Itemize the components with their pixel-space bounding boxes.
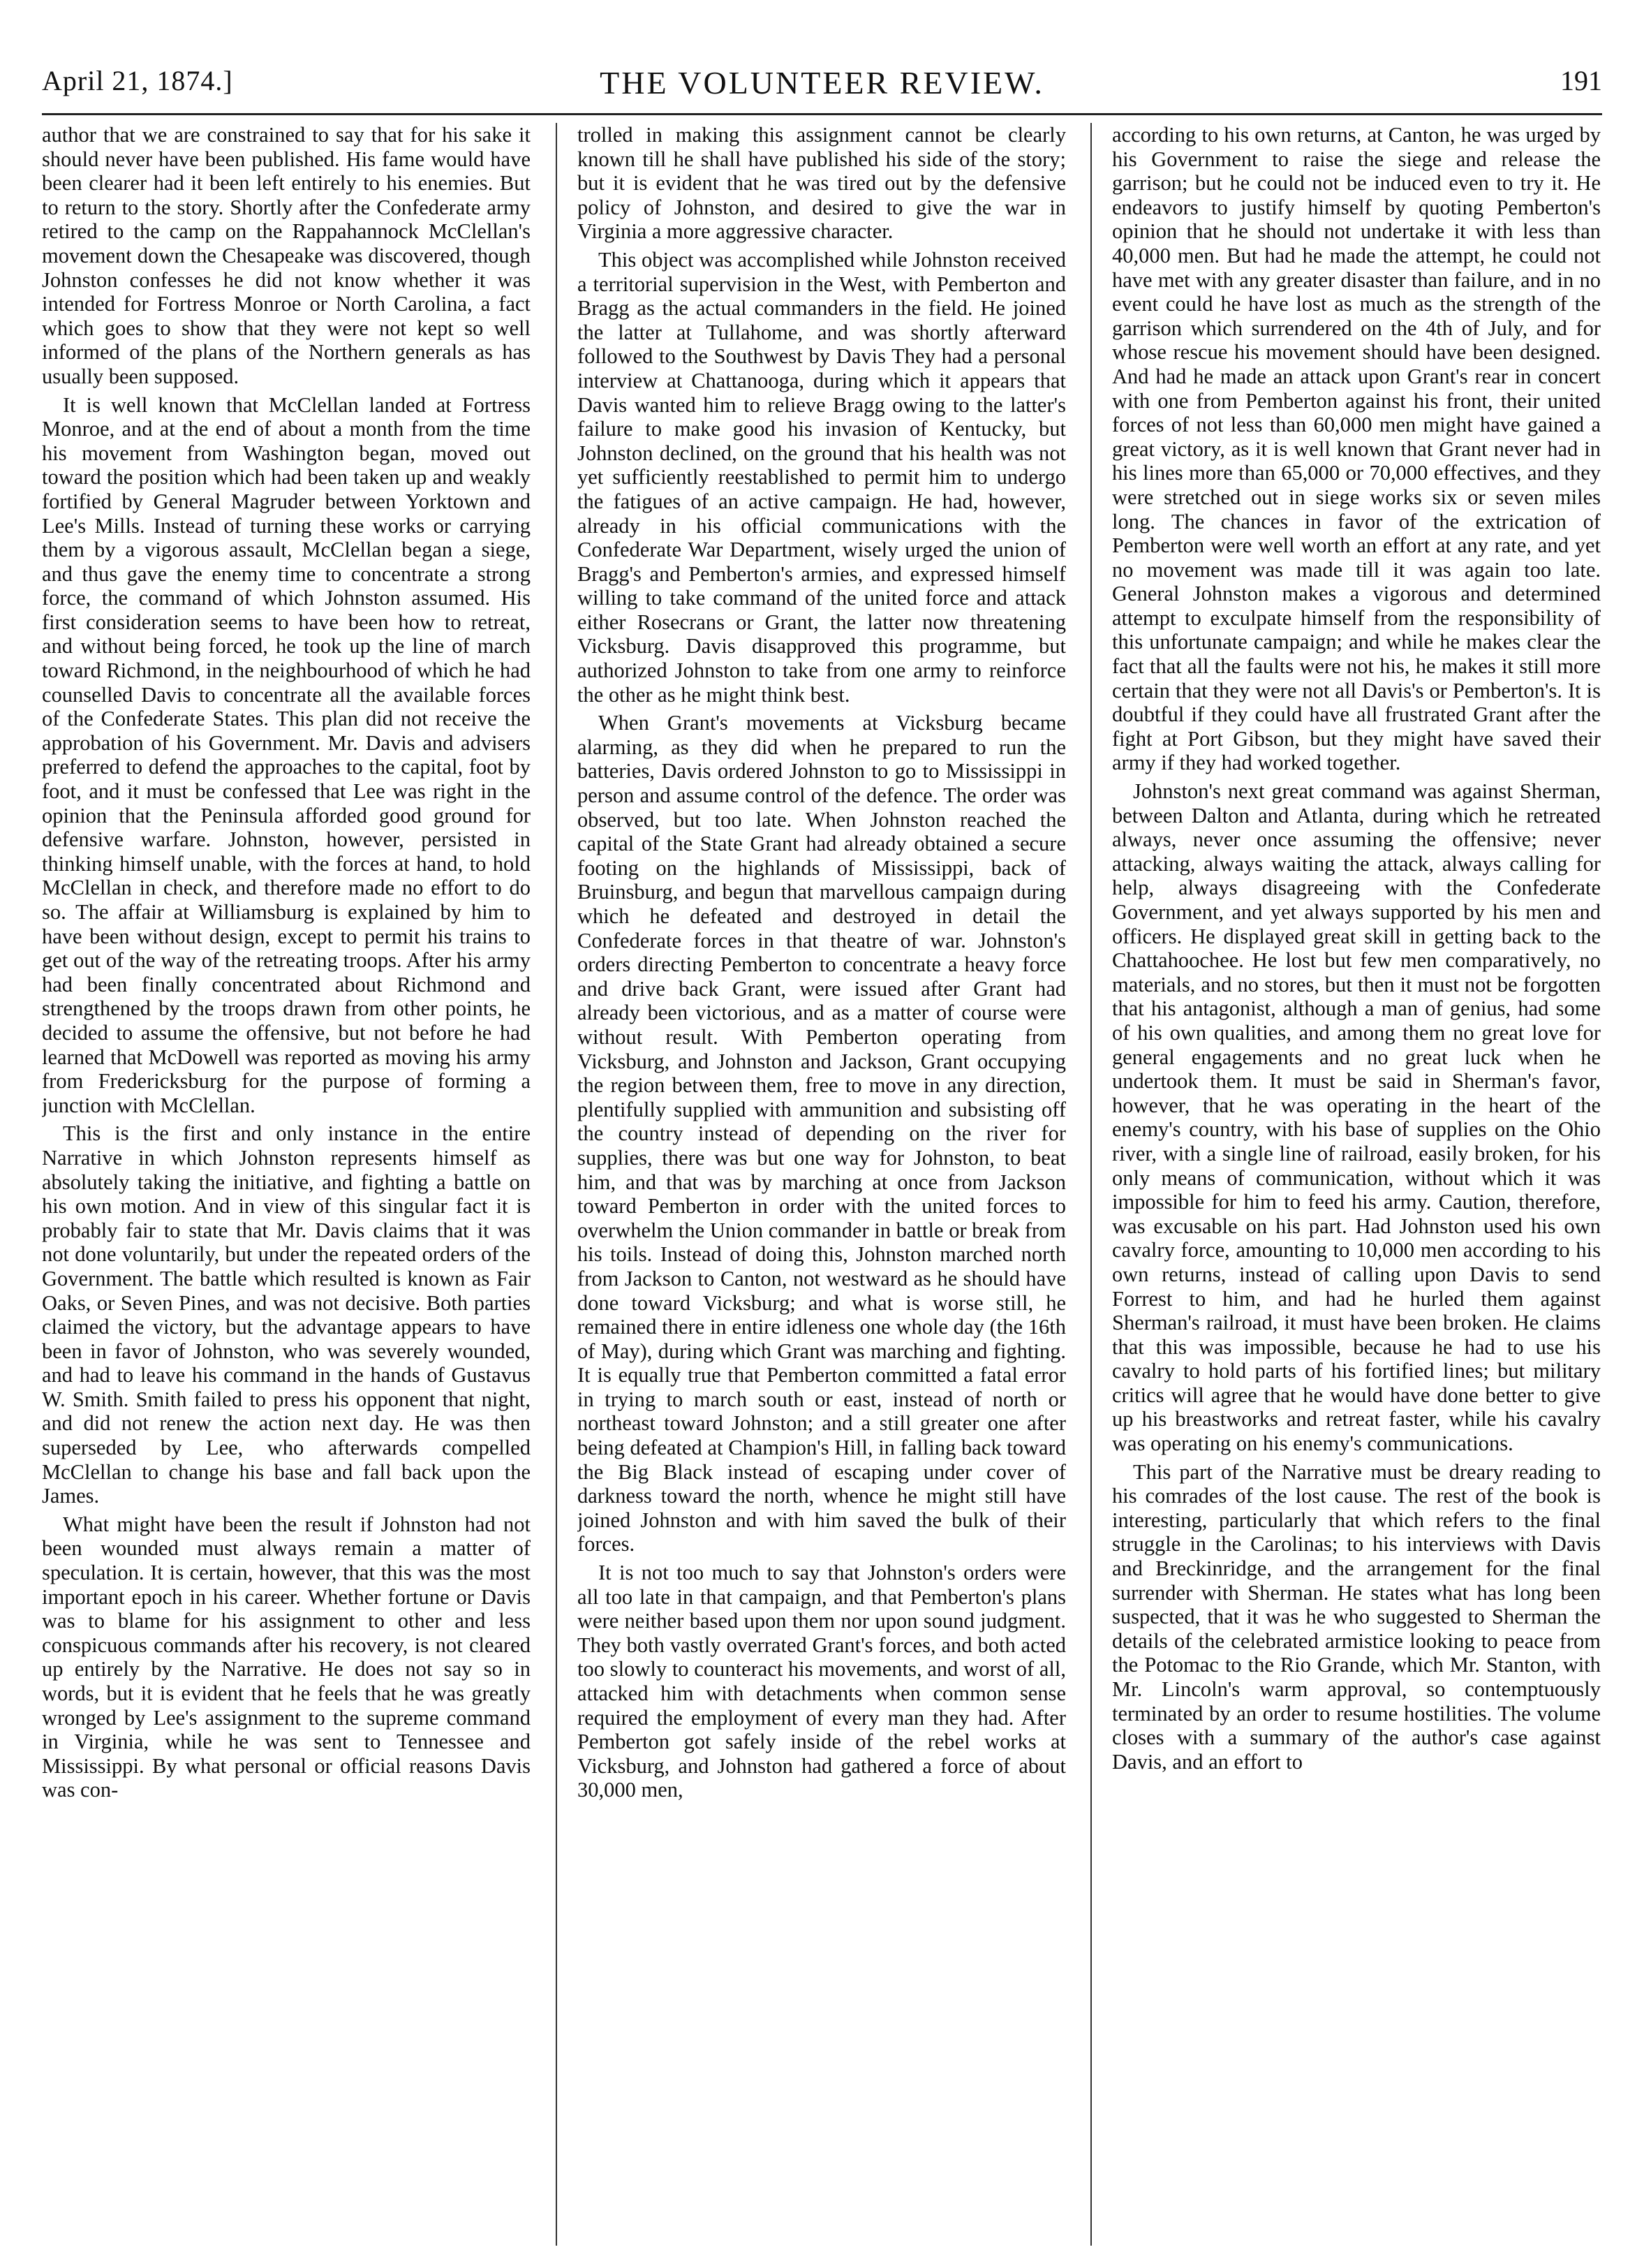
page-header [42,64,1602,106]
paragraph: When Grant's movements at Vicksburg became alarming, as they did when he prepared to run the batteries, Davis ordered Johnston to go to Mississippi in person and assume control of the defence. The order was observed, but too late. When Johnston reached the capital of the State Grant had already obtained a secure footing on the highlands of Mississippi, back of Bruinsburg, and begun that marvellous campaign during which he defeated and destroyed in detail the Confederate forces in that theatre of war. Johnston's orders directing Pemberton to concentrate a heavy force and drive back Grant, were issued after Grant had already been victorious, and as a matter of course were without result. With Pemberton operating from Vicksburg, and Johnston and Jackson, Grant occupying the region between them, free to move in any direction, plentifully supplied with ammunition and subsisting off the country instead of depending on the river for supplies, there was but one way for Johnston, to beat him, and that was by marching at once from Jackson toward Pemberton in order with the united forces to overwhelm the Union commander in battle or break from his toils. Instead of doing this, Johnston marched north from Jackson to Canton, not westward as he should have done toward Vicksburg; and what is worse still, he remained there in entire idleness one whole day (the 16th of May), during which Grant was marching and fighting. It is equally true that Pemberton committed a fatal error in trying to march south or east, instead of north or northeast toward Johnston; and a still greater one after being defeated at Champion's Hill, in falling back toward the Big Black instead of escaping under cover of darkness toward the north, whence he might still have joined Johnston and with him saved the bulk of their forces. [577,711,1066,1556]
header-rule [42,113,1602,115]
paragraph: It is well known that McClellan landed at Fortress Monroe, and at the end of about a month from the time his movement from Washington began, moved out toward the position which had been taken up and weakly fortified by General Magruder between Yorktown and Lee's Mills. Instead of turning these works or carrying them by a vigorous assault, McClellan began a siege, and thus gave the enemy time to concentrate a strong force, the command of which Johnston assumed. His first consideration seems to have been how to retreat, and without being forced, he took up the line of march toward Richmond, in the neighbourhood of which he had counselled Davis to concentrate all the available forces of the Confederate States. This plan did not receive the approbation of his Government. Mr. Davis and advisers preferred to defend the approaches to the capital, foot by foot, and it must be confessed that Lee was right in the opinion that the Peninsula afforded good ground for defensive warfare. Johnston, however, persisted in thinking himself unable, with the forces at hand, to hold McClellan in check, and therefore made no effort to do so. The affair at Williamsburg is explained by him to have been without design, except to permit his trains to get out of the way of the retreating troops. After his army had been finally concentrated about Richmond and strengthened by the troops drawn from other points, he decided to assume the offensive, but not before he had learned that McDowell was reported as moving his army from Fredericksburg for the purpose of forming a junction with McClellan. [42,392,531,1117]
text-column-1 [42,123,531,2246]
issue-date: April 21, 1874.] [42,65,233,96]
paragraph: author that we are constrained to say that for his sake it should never have been published. His fame would have been clearer had it been left entirely to his enemies. But to return to the story. Shortly after the Confederate army retired to the camp on the Rappahannock McClellan's movement down the Chesapeake was discovered, though Johnston confesses he did not know whether it was intended for Fortress Monroe or North Carolina, a fact which goes to show that they were not kept so well informed of the plans of the Northern generals as has usually been supposed. [42,123,531,388]
text-column-3 [1112,123,1601,2246]
paragraph: This is the first and only instance in the entire Narrative in which Johnston represents himself as absolutely taking the initiative, and fighting a battle on his own motion. And in view of this singular fact it is probably fair to state that Mr. Davis claims that it was not done voluntarily, but under the repeated orders of the Government. The battle which resulted is known as Fair Oaks, or Seven Pines, and was not decisive. Both parties claimed the victory, but the advantage appears to have been in favor of Johnston, who was severely wounded, and had to leave his command in the hands of Gustavus W. Smith. Smith failed to press his opponent that night, and did not renew the action next day. He was then superseded by Lee, who afterwards compelled McClellan to change his base and fall back upon the James. [42,1121,531,1508]
paragraph: This object was accomplished while Johnston received a territorial supervision in the West, with Pemberton and Bragg as the actual commanders in the field. He joined the latter at Tullahome, and was shortly afterward followed to the Southwest by Davis They had a personal interview at Chattanooga, during which it appears that Davis wanted him to relieve Bragg owing to the latter's failure to make good his invasion of Kentucky, but Johnston declined, on the ground that his health was not yet sufficiently reestablished to permit him to undergo the fatigues of an active campaign. He had, however, already in his official communications with the Confederate War Department, wisely urged the union of Bragg's and Pemberton's armies, and expressed himself willing to take command of the united force and attack either Rosecrans or Grant, the latter now threatening Vicksburg. Davis disapproved this programme, but authorized Johnston to take from one army to reinforce the other as he might think best. [577,247,1066,707]
paragraph: It is not too much to say that Johnston's orders were all too late in that campaign, and that Pemberton's plans were neither based upon them nor upon sound judgment. They both vastly overrated Grant's forces, and both acted too slowly to counteract his movements, and worst of all, attacked him with detachments when common sense required the employment of every man they had. After Pemberton got safely inside of the rebel works at Vicksburg, and Johnston had gathered a force of about 30,000 men, [577,1561,1066,1802]
text-column-2 [577,123,1066,2246]
paragraph: trolled in making this assignment cannot be clearly known till he shall have published his side of the story; but it is evident that he was tired out by the defensive policy of Johnston, and desired to give the war in Virginia a more aggressive character. [577,123,1066,244]
column-divider [1090,123,1092,2246]
column-divider [556,123,557,2246]
paragraph: Johnston's next great command was against Sherman, between Dalton and Atlanta, during which he retreated always, never once assuming the offensive; never attacking, always waiting the attack, always calling for help, always disagreeing with the Confederate Government, and yet always supported by his men and officers. He displayed great skill in getting back to the Chattahoochee. He lost but few men comparatively, no materials, and no stores, but then it must not be forgotten that his antagonist, although a man of genius, had some of his own qualities, and among them no great love for general engagements and no great luck when he undertook them. It must be said in Sherman's favor, however, that he was operating in the heart of the enemy's country, with his base of supplies on the Ohio river, with a single line of railroad, easily broken, for his only means of communication, without which it was impossible for him to feed his army. Caution, therefore, was excusable on his part. Had Johnston used his own cavalry force, amounting to 10,000 men according to his own returns, instead of calling upon Davis to send Forrest to him, and had he hurled them against Sherman's railroad, it must have been broken. He claims that this was impossible, because he had to use his cavalry to hold parts of his fortified lines; but military critics will agree that he would have done better to give up his breastworks and retreat faster, while his cavalry was operating on his enemy's communications. [1112,779,1601,1456]
paragraph: This part of the Narrative must be dreary reading to his comrades of the lost cause. The rest of the book is interesting, particularly that which refers to the final struggle in the Carolinas; to his interviews with Davis and Breckinridge, and the arrangement for the final surrender with Sherman. He states what has long been suspected, that it was he who suggested to Sherman the details of the celebrated armistice looking to peace from the Potomac to the Rio Grande, which Mr. Stanton, with Mr. Lincoln's warm approval, so contemptuously terminated by an order to resume hostilities. The volume closes with a summary of the author's case against Davis, and an effort to [1112,1459,1601,1774]
paragraph: What might have been the result if Johnston had not been wounded must always remain a matter of speculation. It is certain, however, that this was the most important epoch in his career. Whether fortune or Davis was to blame for his assignment to other and less conspicuous commands after his recovery, is not cleared up entirely by the Narrative. He does not say so in words, but it is evident that he feels that he was greatly wronged by Lee's assignment to the supreme command in Virginia, while he was sent to Tennessee and Mississippi. By what personal or official reasons Davis was con- [42,1512,531,1802]
paragraph: according to his own returns, at Canton, he was urged by his Government to raise the siege and release the garrison; but he could not be induced even to try it. He endeavors to justify himself by quoting Pemberton's opinion that he should not undertake it with less than 40,000 men. But had he made the attempt, he could not have met with any greater disaster than failure, and in no event could he have lost as much as the strength of the garrison which surrendered on the 4th of July, and for whose rescue his movement should have been designed. And had he made an attack upon Grant's rear in concert with one from Pemberton against his front, their united forces of not less than 60,000 men might have gained a great victory, as it is well known that Grant never had in his lines more than 65,000 or 70,000 effectives, and they were stretched out in siege works six or seven miles long. The chances in favor of the extrication of Pemberton were well worth an effort at any rate, and yet no movement was made till it was again too late. General Johnston makes a vigorous and determined attempt to exculpate himself from the responsibility of this unfortunate campaign; and while he makes clear the fact that all the faults were not his, he makes it still more certain that they were not all Davis's or Pemberton's. It is doubtful if they could have all frustrated Grant after the fight at Port Gibson, but they might have saved their army if they had worked together. [1112,123,1601,775]
page-number: 191 [1560,65,1602,96]
publication-title: THE VOLUNTEER REVIEW. [600,65,1044,101]
